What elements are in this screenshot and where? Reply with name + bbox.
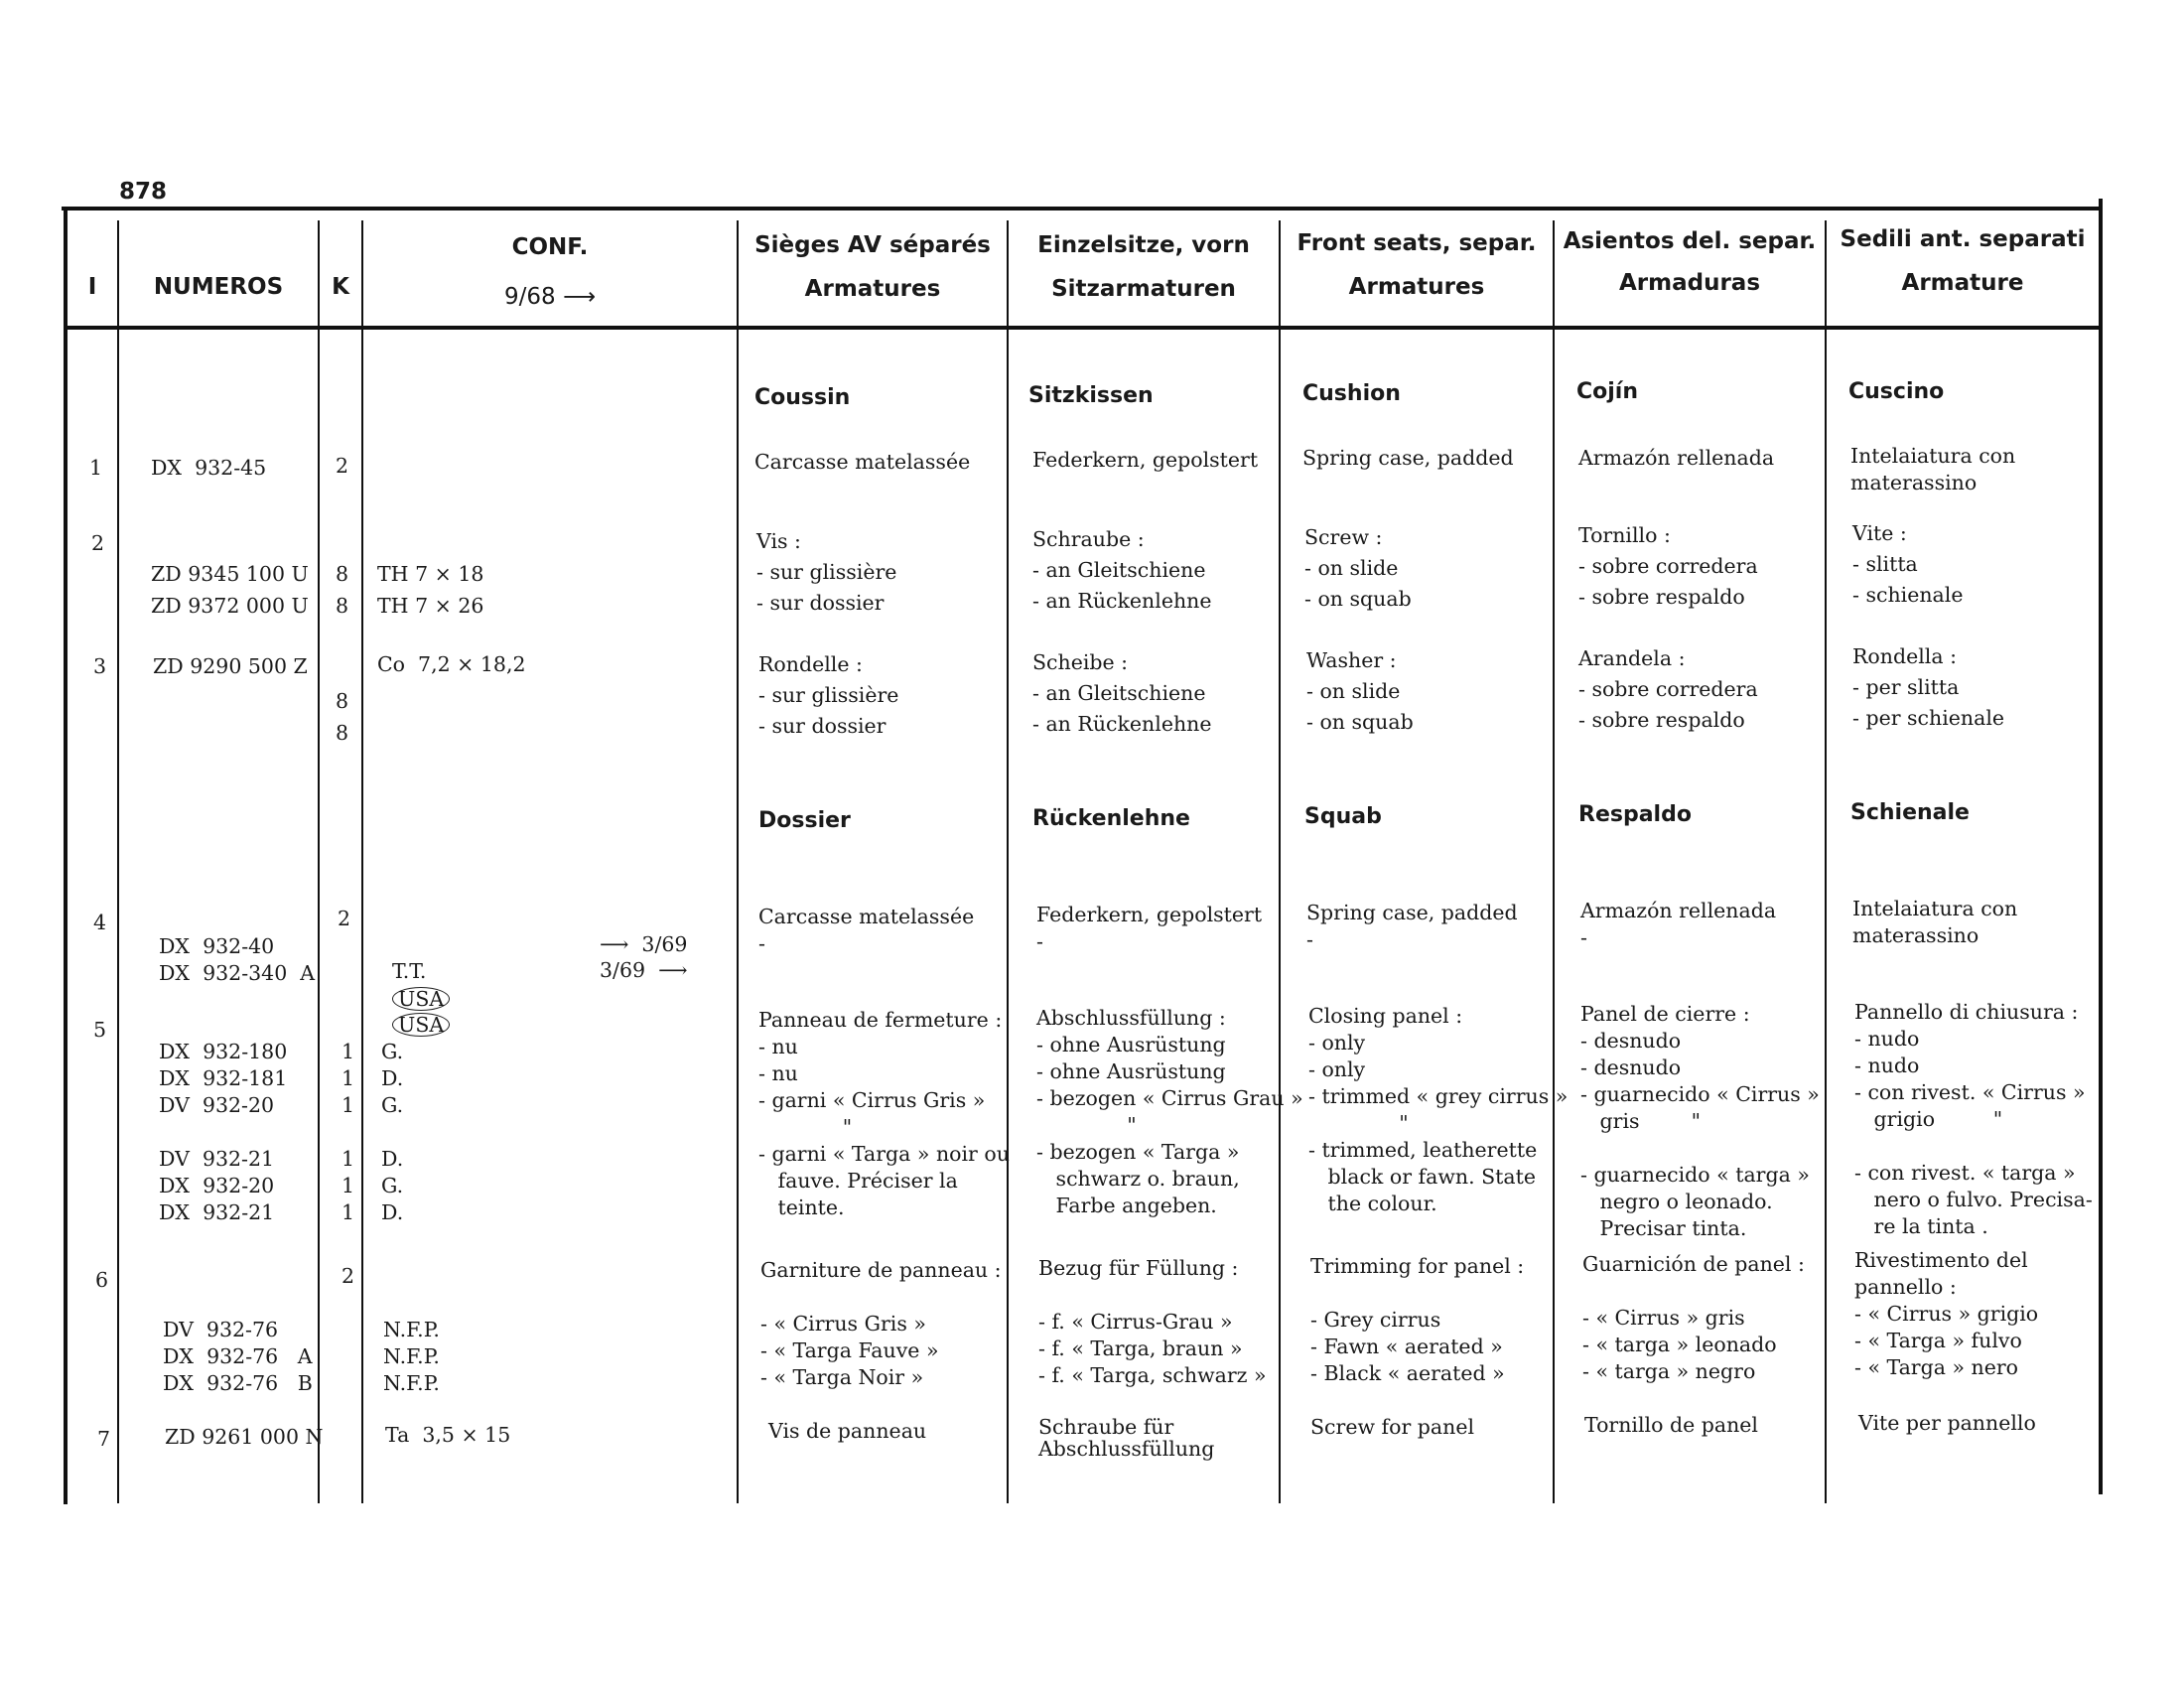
row-index: 7 <box>97 1427 111 1451</box>
conf-value: Ta 3,5 × 15 <box>385 1423 511 1447</box>
section-heading-fr: Dossier <box>758 808 851 833</box>
section-heading-en: Cushion <box>1302 381 1401 406</box>
desc-fr: Carcasse matelassée - <box>758 905 975 955</box>
conf-value: TH 7 × 18 TH 7 × 26 <box>377 562 484 618</box>
col-divider <box>1007 220 1009 1503</box>
desc-es: Armazón rellenada - <box>1580 899 1777 949</box>
desc-de: Schraube für Abschlussfüllung <box>1038 1415 1215 1461</box>
desc-fr: Garniture de panneau : - « Cirrus Gris » - « Targa Fauve » - « Targa Noir » <box>760 1258 1002 1389</box>
row-index: 4 <box>93 911 107 934</box>
col-divider <box>318 220 320 1503</box>
table-header-rule <box>68 326 2103 330</box>
header-col-numeros: NUMEROS <box>153 274 284 300</box>
desc-en: Screw for panel <box>1310 1415 1475 1439</box>
col-divider <box>737 220 739 1503</box>
conf-value: Co 7,2 × 18,2 <box>377 652 526 676</box>
desc-es: Panel de cierre : - desnudo - desnudo - guarnecido « Cirrus » gris " - guarnecido « targa » negro o leonado. Precisar tinta. <box>1580 1002 1820 1240</box>
conf-value <box>379 959 450 1013</box>
header-en-title: Front seats, separ. <box>1297 230 1537 256</box>
part-number: ZD 9345 100 U ZD 9372 000 U <box>151 562 309 618</box>
conf-value: N.F.P. N.F.P. N.F.P. <box>383 1318 440 1395</box>
desc-it: Intelaiatura con materassino <box>1850 444 2016 494</box>
header-fr-sub: Armatures <box>804 276 941 302</box>
desc-it: Vite : - slitta - schienale <box>1852 521 1964 607</box>
desc-fr: Rondelle : - sur glissière - sur dossier <box>758 652 899 738</box>
header-fr-title: Sièges AV séparés <box>754 232 991 258</box>
desc-en: Washer : - on slide - on squab <box>1306 648 1414 734</box>
section-heading-it: Cuscino <box>1848 379 1945 404</box>
part-number: DX 932-180 DX 932-181 DV 932-20 DV 932-21 DX 932-20 DX 932-21 <box>159 1040 288 1224</box>
header-es-title: Asientos del. separ. <box>1563 228 1817 254</box>
desc-en: Trimming for panel : - Grey cirrus - Fawn « aerated » - Black « aerated » <box>1310 1254 1525 1385</box>
row-index: 2 <box>91 531 105 555</box>
part-number: DV 932-76 DX 932-76 A DX 932-76 B <box>163 1318 313 1395</box>
header-col-conf: CONF. <box>511 234 589 260</box>
desc-fr: Carcasse matelassée <box>754 450 971 474</box>
col-divider <box>117 220 119 1503</box>
part-number: ZD 9290 500 Z <box>153 654 308 678</box>
quantity-k: 2 <box>341 1264 355 1288</box>
table-left-border <box>64 209 68 1504</box>
desc-en: Spring case, padded - <box>1306 901 1518 951</box>
header-it-title: Sedili ant. separati <box>1840 226 2086 252</box>
table-top-rule <box>62 207 2103 211</box>
usa-badge: USA <box>392 1013 450 1037</box>
desc-en: Spring case, padded <box>1302 446 1514 470</box>
desc-de: Federkern, gepolstert - <box>1036 903 1263 953</box>
quantity-k: 2 <box>336 454 349 478</box>
section-heading-de: Sitzkissen <box>1028 383 1154 408</box>
desc-fr: Vis : - sur glissière - sur dossier <box>756 529 897 615</box>
desc-de: Scheibe : - an Gleitschiene - an Rückenlehne <box>1032 650 1212 736</box>
date-range: ⟶ 3/69 <box>600 932 688 956</box>
row-index: 6 <box>95 1268 109 1292</box>
part-number: DX 932-40 DX 932-340 A <box>159 934 316 985</box>
row-index: 3 <box>93 654 107 678</box>
part-number: DX 932-45 <box>151 456 267 480</box>
conf-tt: T.T. <box>392 959 427 983</box>
part-number: ZD 9261 000 N <box>165 1425 324 1449</box>
quantity-k: 2 <box>338 907 351 930</box>
header-it-sub: Armature <box>1901 270 2024 296</box>
header-col-i: I <box>87 274 97 300</box>
section-heading-es: Respaldo <box>1578 802 1692 827</box>
desc-fr: Panneau de fermeture : - nu - nu - garni « Cirrus Gris » " - garni « Targa » noir ou fauve. Préciser la teinte. <box>758 1008 1010 1219</box>
col-divider <box>361 220 363 1503</box>
quantity-k: 1 1 1 1 1 1 <box>341 1040 355 1224</box>
desc-de: Schraube : - an Gleitschiene - an Rückenlehne <box>1032 527 1212 613</box>
header-de-title: Einzelsitze, vorn <box>1037 232 1250 258</box>
header-col-k: K <box>332 274 349 300</box>
usa-badge: USA <box>392 987 450 1011</box>
page-number: 878 <box>119 179 168 205</box>
col-divider <box>1279 220 1281 1503</box>
desc-de: Federkern, gepolstert <box>1032 448 1259 472</box>
row-index: 1 <box>89 456 103 480</box>
header-es-sub: Armaduras <box>1618 270 1761 296</box>
desc-es: Guarnición de panel : - « Cirrus » gris - « targa » leonado - « targa » negro <box>1582 1252 1805 1383</box>
section-heading-it: Schienale <box>1850 800 1970 825</box>
desc-es: Tornillo de panel <box>1584 1413 1758 1437</box>
section-heading-es: Cojín <box>1576 379 1639 404</box>
quantity-k: 8 8 <box>336 562 349 618</box>
table-right-border <box>2099 199 2103 1494</box>
desc-de: Abschlussfüllung : - ohne Ausrüstung - ohne Ausrüstung - bezogen « Cirrus Grau » " - bezogen « Targa » schwarz o. braun, Farbe angeben. <box>1036 1006 1303 1217</box>
section-heading-de: Rückenlehne <box>1032 806 1190 831</box>
desc-it: Rivestimento del pannello : - « Cirrus » grigio - « Targa » fulvo - « Targa » nero <box>1854 1248 2039 1379</box>
col-divider <box>1825 220 1827 1503</box>
desc-it: Vite per pannello <box>1858 1411 2036 1435</box>
desc-es: Tornillo : - sobre corredera - sobre respaldo <box>1578 523 1758 609</box>
desc-es: Armazón rellenada <box>1578 446 1775 470</box>
section-heading-fr: Coussin <box>754 385 851 410</box>
date-range: 3/69 ⟶ <box>600 958 688 982</box>
desc-en: Closing panel : - only - only - trimmed « grey cirrus » " - trimmed, leatherette black or fawn. State the colour. <box>1308 1004 1569 1215</box>
desc-it: Intelaiatura con materassino <box>1852 897 2018 947</box>
header-col-conf-date: 9/68 ⟶ <box>504 284 596 310</box>
conf-value: G. D. G. D. G. D. <box>381 1040 404 1224</box>
col-divider <box>1553 220 1555 1503</box>
header-en-sub: Armatures <box>1348 274 1485 300</box>
desc-es: Arandela : - sobre corredera - sobre respaldo <box>1578 646 1758 732</box>
row-index: 5 <box>93 1018 107 1042</box>
desc-it: Pannello di chiusura : - nudo - nudo - con rivest. « Cirrus » grigio " - con rivest. « targa » nero o fulvo. Precisa- re la tinta . <box>1854 1000 2093 1238</box>
desc-en: Screw : - on slide - on squab <box>1304 525 1412 611</box>
section-heading-en: Squab <box>1304 804 1382 829</box>
quantity-k: 8 8 <box>336 689 349 745</box>
desc-de: Bezug für Füllung : - f. « Cirrus-Grau » - f. « Targa, braun » - f. « Targa, schwarz » <box>1038 1256 1267 1387</box>
desc-it: Rondella : - per slitta - per schienale <box>1852 644 2005 730</box>
header-de-sub: Sitzarmaturen <box>1051 276 1236 302</box>
desc-fr: Vis de panneau <box>768 1419 927 1443</box>
